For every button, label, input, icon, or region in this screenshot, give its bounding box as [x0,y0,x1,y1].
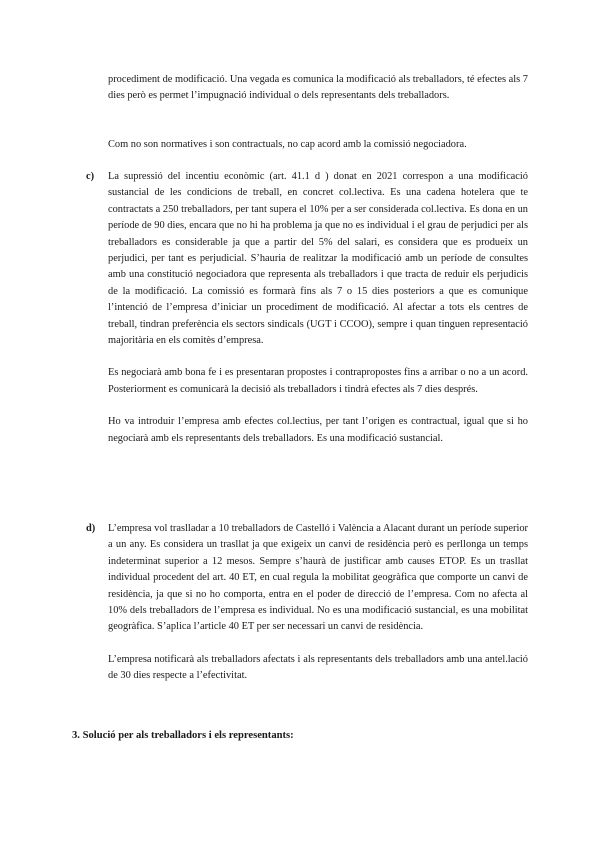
list-item-c [86,169,528,447]
item-d-paragraph-1: L’empresa vol traslladar a 10 treballadors de Castelló i València a Alacant durant un període superior a un any. Es considera un trasllat ja que exigeix un canvi de residència però es perllonga un temps indeterminat superior a 12 mesos. Sempre s’haurà de justificar amb causes ETOP. Es un trasllat individual procedent del art. 40 ET, en cual regula la mobilitat geogràfica que comporte un canvi de residència, ja que si no ho comporta, entra en el poder de direcció de l’empresa. Com no afecta al 10% dels treballadors de l’empresa es individual. No es una modificació sustancial, es una mobilitat geogràfica. S’aplica l’article 40 ET per ser necessari un canvi de residència. [108,523,528,633]
item-c-paragraph-1: La supressió del incentiu econòmic (art. 41.1 d ) donat en 2021 correspon a una modificació sustancial de les condicions de treball, en concret col.lectiva. Es una cadena hotelera que te contractats a 250 treballadors, per tant supera el 10% per a ser considerada col.lectiva. Es dona en un període de 90 dies, encara que no hi ha problema ja que no es individual i el grau de perjudici per als treballadors es considerable ja que a partir del 5% del salari, es considera que es produeix un perjudici, per tant es perjudicial. S’hauria de realitzar la modificació amb un període de consultes amb una constitució negociadora que representa als treballadors i que tracta de reduir els perjudicis de la modificació. La comissió es formarà fins als 7 o 15 dies posteriors a que es comunique l’intenció de l’empresa d’iniciar un procediment de modificació. Al afectar a tots els centres de treball, tindran preferència els sectors sindicals (UGT i CCOO), sempre i quan tinguen representació majoritària en els comitès d’empresa. [108,171,528,347]
list-item-d [86,521,528,685]
list-marker-d: d) [86,523,96,534]
list-marker-c: c) [86,171,95,182]
item-c-paragraph-2: Es negociarà amb bona fe i es presentaran propostes i contrapropostes fins a arribar o no a un acord. Posteriorment es comunicarà la decisió als treballadors i tindrà efectes als 7 dies després. [108,367,528,395]
section-heading: 3. Solució per als treballadors i els representants: [72,730,294,741]
intro-paragraph-2: Com no son normatives i son contractuals, no cap acord amb la comissió negociadora. [108,139,467,150]
list-item-d-body [108,521,528,685]
intro-paragraph-1: procediment de modificació. Una vegada es comunica la modificació als treballadors, té efectes als 7 dies però es permet l’impugnació individual o dels representants dels treballadors. [108,74,528,102]
item-c-paragraph-3: Ho va introduir l’empresa amb efectes col.lectius, per tant l’origen es contractual, igual que si ho negociarà amb els representants dels treballadors. Es una modificació sustancial. [108,416,528,444]
item-d-paragraph-2: L’empresa notificarà als treballadors afectats i als representants dels treballadors amb una antel.lació de 30 dies respecte a l’efectivitat. [108,653,528,682]
list-item-c-body [108,169,528,447]
